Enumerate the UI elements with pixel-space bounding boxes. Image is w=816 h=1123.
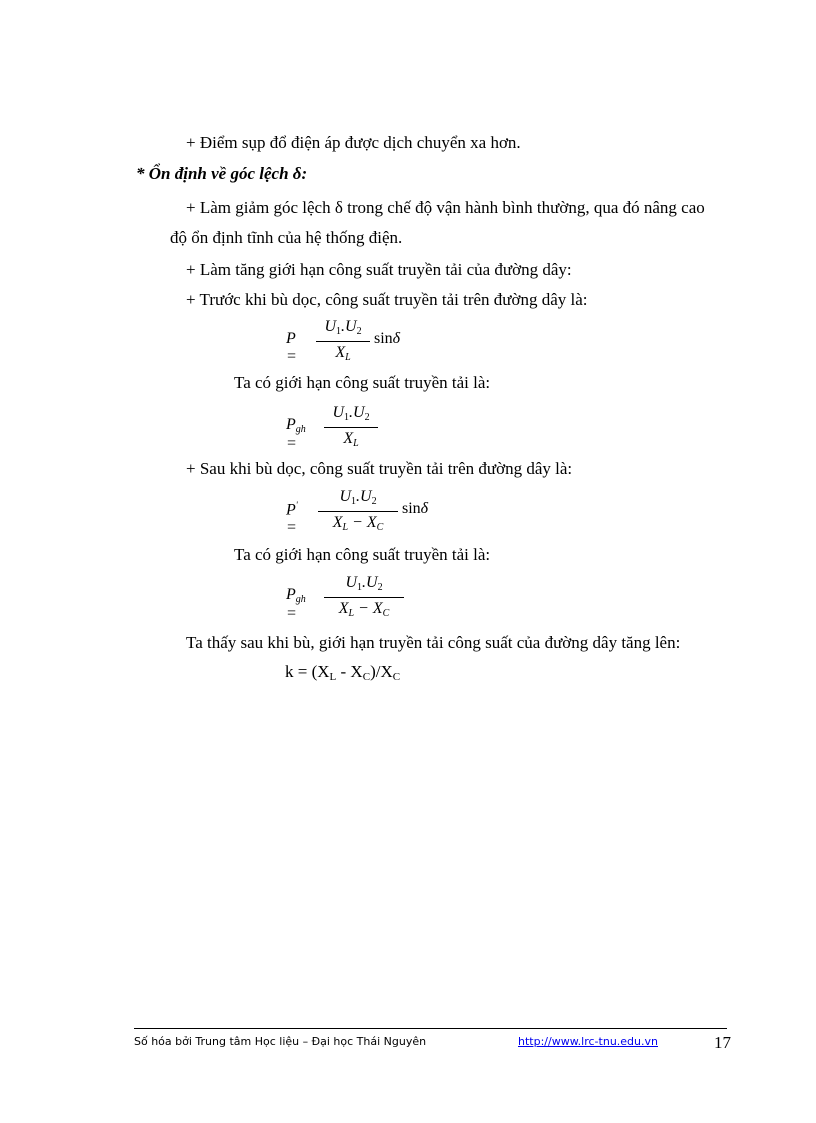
text-line-4: + Làm tăng giới hạn công suất truyền tải của đường dây: [186, 260, 572, 279]
equation-1-denominator: XL [316, 341, 370, 367]
equation-2-denominator: XL [324, 427, 378, 453]
section-heading: * Ổn định về góc lệch δ: [136, 164, 308, 183]
equation-3-denominator: XL − XC [318, 511, 398, 537]
page-number: 17 [714, 1033, 731, 1052]
equation-4-denominator: XL − XC [324, 597, 404, 623]
text-line-9: Ta thấy sau khi bù, giới hạn truyền tải công suất của đường dây tăng lên: [186, 633, 681, 652]
equation-3-fraction [318, 488, 398, 537]
text-line-7: + Sau khi bù dọc, công suất truyền tải trên đường dây là: [186, 459, 573, 478]
equation-4-fraction [324, 574, 404, 623]
equation-1-numerator: $U_1.U_2$ [324, 318, 362, 337]
equation-3-tail: sinδ [402, 500, 429, 517]
equation-3-numerator: $U_1.U_2$ [339, 488, 377, 507]
text-line-8: Ta có giới hạn công suất truyền tải là: [234, 545, 491, 564]
equation-4-numerator: $U_1.U_2$ [345, 574, 383, 593]
equation-3-lhs: P' = [286, 500, 298, 537]
equation-4-lhs: Pgh = [286, 586, 306, 622]
equation-1-lhs: P = [286, 330, 297, 365]
equation-2-fraction [324, 404, 378, 453]
equation-2-lhs: Pgh = [286, 416, 306, 452]
footer-source: Số hóa bởi Trung tâm Học liệu – Đại học Thái Nguyên [134, 1035, 427, 1048]
text-line-5: + Trước khi bù dọc, công suất truyền tải trên đường dây là: [186, 290, 588, 309]
equation-1-tail: sinδ [374, 330, 401, 347]
text-line-2: + Làm giảm góc lệch δ trong chế độ vận hành bình thường, qua đó nâng cao [186, 198, 705, 217]
text-line-1: + Điểm sụp đổ điện áp được dịch chuyển xa hơn. [186, 133, 521, 152]
text-line-3: độ ổn định tĩnh của hệ thống điện. [170, 228, 403, 247]
text-line-10: k = (XL - XC)/XC [285, 662, 401, 683]
equation-1-fraction [316, 318, 370, 367]
text-line-6: Ta có giới hạn công suất truyền tải là: [234, 373, 491, 392]
footer-rule [134, 1028, 727, 1029]
equation-2-numerator: $U_1.U_2$ [332, 404, 370, 423]
footer-link[interactable]: http://www.lrc-tnu.edu.vn [518, 1035, 658, 1048]
